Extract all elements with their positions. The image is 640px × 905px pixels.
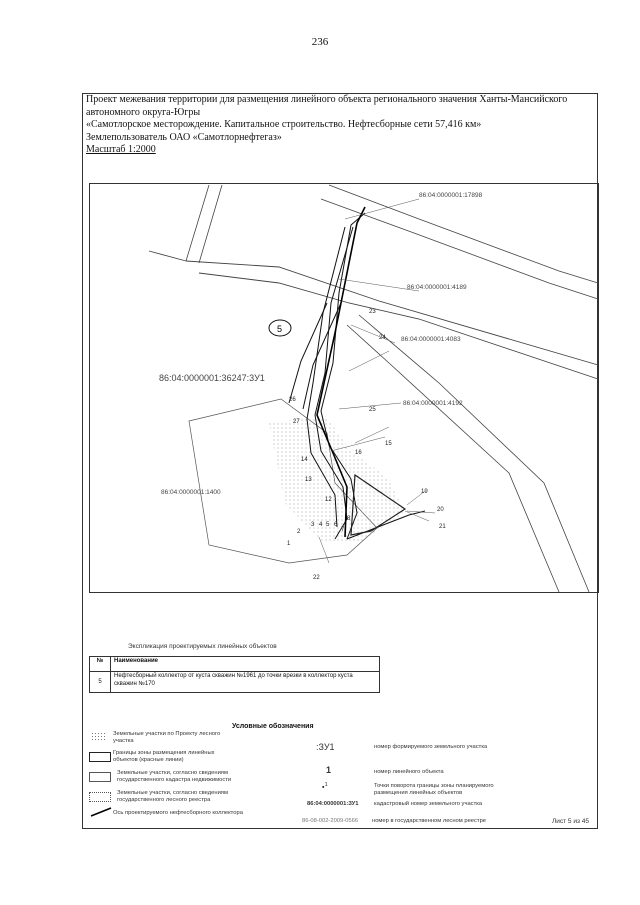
header-scale: Масштаб 1:2000 xyxy=(86,144,156,155)
point-label: 26 xyxy=(289,397,296,403)
legend-text-red-lines: Границы зоны размещения линейных объектов (красные линии) xyxy=(113,750,215,763)
parcel-label-36247: 86:04:0000001:36247:3У1 xyxy=(159,373,265,383)
sheet-number: Лист 5 из 45 xyxy=(552,818,589,825)
legend-text-obj: номер линейного объекта xyxy=(374,769,444,775)
point-label: 6 xyxy=(334,522,338,528)
legend-swatch-forest-registry xyxy=(89,792,111,802)
col-name-header: Наименование xyxy=(111,657,380,672)
parcel-label-1400: 86:04:0000001:1400 xyxy=(161,489,221,496)
point-label: 1 xyxy=(287,541,291,547)
parcel-4083 xyxy=(347,315,589,592)
point-label: 24 xyxy=(379,335,386,341)
legend-text-cadastre: Земельные участки, согласно сведениям государственного кадастра недвижимости xyxy=(117,770,232,783)
point-label: 14 xyxy=(301,457,308,463)
legend-text-forest-project: Земельные участки по Проекту лесного участка xyxy=(113,731,221,744)
point-label: 27 xyxy=(293,419,300,425)
point-label: 20 xyxy=(437,507,444,513)
point-label: 12 xyxy=(325,497,332,503)
map-drawing xyxy=(89,183,599,593)
header-block xyxy=(86,94,596,157)
parcel-label-4189: 86:04:0000001:4189 xyxy=(407,284,467,291)
legend-swatch-red-lines xyxy=(89,752,111,762)
parcel-label-4192: 86:04:0000001:4192 xyxy=(403,400,463,407)
legend-swatch-axis xyxy=(89,806,113,818)
header-line-4: Землепользователь ОАО «Самотлорнефтегаз» xyxy=(86,131,282,143)
point-label: 21 xyxy=(439,524,446,530)
object-number: 5 xyxy=(277,324,283,334)
legend-text-zu: номер формируемого земельного участка xyxy=(374,744,488,750)
turn-point-marker: • xyxy=(322,784,325,792)
point-label: 3 xyxy=(311,522,315,528)
parcel-label-4083: 86:04:0000001:4083 xyxy=(401,336,461,343)
legend-swatch-cadastre xyxy=(89,772,111,782)
legend-symbol-zu: :ЗУ1 xyxy=(316,742,335,752)
legend-symbol-turn-number: 1 xyxy=(324,782,328,788)
legend-title: Условные обозначения xyxy=(232,723,314,730)
parcel-label-17898: 86:04:0000001:17898 xyxy=(419,192,483,199)
legend-swatch-forest-project xyxy=(91,732,105,740)
legend-symbol-forest-num: 86-08-002-2009-0566 xyxy=(302,818,359,824)
point-label: 19 xyxy=(421,489,428,495)
legend-text-forest-num: номер в государственном лесном реестре xyxy=(372,818,487,824)
explication-title: Экспликация проектируемых линейных объектов xyxy=(128,643,277,650)
point-label: 22 xyxy=(313,575,320,581)
legend-symbol-obj: 1 xyxy=(326,765,332,775)
legend-text-axis: Ось проектируемого нефтесборного коллектора xyxy=(113,810,243,816)
table-row xyxy=(90,672,380,693)
page-number: 236 xyxy=(311,36,329,48)
point-label: 8 xyxy=(347,516,351,522)
point-label: 5 xyxy=(326,522,330,528)
legend-symbol-turn xyxy=(322,782,328,791)
point-label: 23 xyxy=(369,309,376,315)
col-num-header: № xyxy=(90,657,111,672)
row-num: 5 xyxy=(90,672,111,693)
point-label: 7 xyxy=(341,527,345,533)
legend-symbol-cad: 86:04:0000001:ЗУ1 xyxy=(307,801,359,807)
header-line-2: автономного округа-Югры xyxy=(86,106,201,118)
legend-text-forest-registry: Земельные участки, согласно сведениям государственного лесного реестра xyxy=(117,790,228,803)
point-label: 4 xyxy=(319,522,323,528)
point-label: 2 xyxy=(297,529,301,535)
header-line-1: Проект межевания территории для размещения линейного объекта регионального значения Ханты-Мансийского xyxy=(86,94,568,105)
point-label: 15 xyxy=(385,441,392,447)
legend-text-cad: кадастровый номер земельного участка xyxy=(374,801,483,807)
table-header-row xyxy=(90,657,380,672)
point-label: 13 xyxy=(305,477,312,483)
road-corridor-main xyxy=(149,251,598,379)
explication-table xyxy=(89,656,380,693)
row-name: Нефтесборный коллектор от куста скважин №1961 до точки врезки в коллектор куста скважин №170 xyxy=(111,672,380,693)
road-corridor-upper xyxy=(186,185,598,299)
legend-text-turn: Точки поворота границы зоны планируемого размещения линейных объектов xyxy=(374,783,494,796)
point-label: 16 xyxy=(355,450,362,456)
point-label: 25 xyxy=(369,407,376,413)
object-number-badge xyxy=(269,320,291,336)
header-line-3: «Самотлорское месторождение. Капитальное строительство. Нефтесборные сети 57,416 км» xyxy=(86,119,482,130)
